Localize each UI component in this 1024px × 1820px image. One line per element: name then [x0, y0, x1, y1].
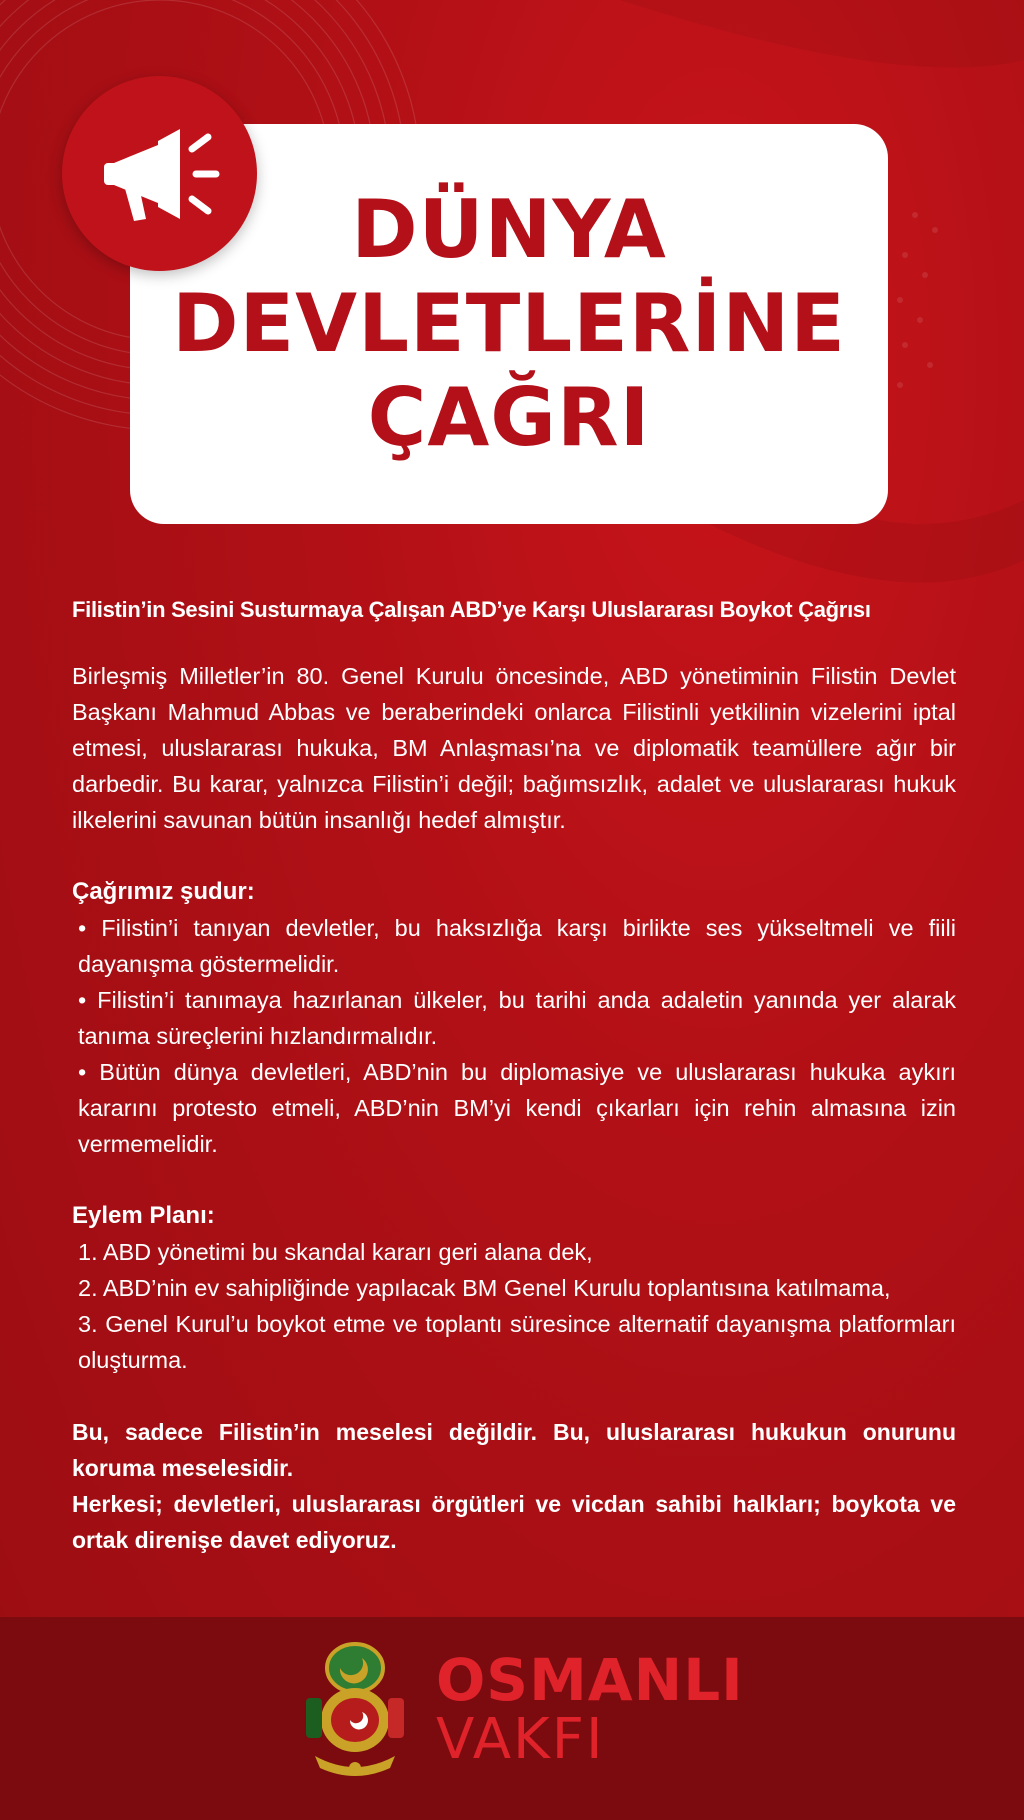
closing-statement: Bu, sadece Filistin’in meselesi değildir. Bu, uluslararası hukukun onurunu koruma meselesidir. [72, 1419, 956, 1481]
main-content [72, 594, 956, 1558]
plan-heading: Eylem Planı: [72, 1202, 215, 1229]
plan-item: 1. ABD yönetimi bu skandal kararı geri alana dek, [78, 1239, 593, 1265]
call-heading: Çağrımız şudur: [72, 878, 255, 905]
megaphone-badge [62, 76, 257, 271]
title-line-1: DÜNYA [351, 183, 667, 276]
intro-paragraph: Birleşmiş Milletler’in 80. Genel Kurulu öncesinde, ABD yönetiminin Filistin Devlet Başkanı Mahmud Abbas ve beraberindeki onlarca Filistinli yetkilinin vizelerini iptal etmesi, uluslararası hukuka, BM Anlaşması’na ve diplomatik teamüllere ağır bir darbedir. Bu karar, yalnızca Filistin’i değil; bağımsızlık, adalet ve uluslararası hukuk ilkelerini savunan bütün insanlığı hedef almıştır. [72, 663, 956, 833]
closing-invitation: Herkesi; devletleri, uluslararası örgütleri ve vicdan sahibi halkları; boykota ve ortak direnişe davet ediyoruz. [72, 1491, 956, 1553]
org-name-line-1: OSMANLI [436, 1646, 744, 1714]
ottoman-emblem-logo [290, 1628, 420, 1778]
call-item: • Bütün dünya devletleri, ABD’nin bu diplomasiye ve uluslararası hukuka aykırı kararını protesto etmeli, ABD’nin BM’yi kendi çıkarları için rehin almasına izin vermemelidir. [78, 1059, 956, 1157]
megaphone-icon [100, 119, 220, 229]
subtitle: Filistin’in Sesini Susturmaya Çalışan ABD’ye Karşı Uluslararası Boykot Çağrısı [72, 597, 871, 622]
org-name-line-2: VAKFI [436, 1707, 605, 1772]
title-line-3: ÇAĞRI [367, 371, 651, 464]
title-line-2: DEVLETLERİNE [172, 277, 846, 370]
call-item: • Filistin’i tanıyan devletler, bu haksızlığa karşı birlikte ses yükseltmeli ve fiili dayanışma göstermelidir. [78, 915, 956, 977]
plan-item: 2. ABD’nin ev sahipliğinde yapılacak BM Genel Kurulu toplantısına katılmama, [78, 1275, 891, 1301]
call-item: • Filistin’i tanımaya hazırlanan ülkeler, bu tarihi anda adaletin yanında yer alarak tanıma süreçlerini hızlandırmalıdır. [78, 987, 956, 1049]
plan-item: 3. Genel Kurul’u boykot etme ve toplantı süresince alternatif dayanışma platformları oluşturma. [78, 1311, 956, 1373]
